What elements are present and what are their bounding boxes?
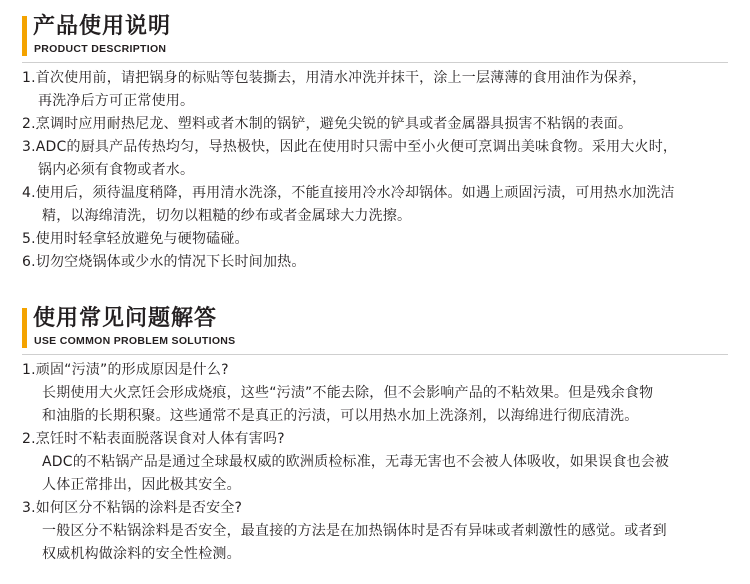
divider bbox=[22, 62, 728, 63]
item-line: 5.使用时轻拿轻放避免与硬物磕碰。 bbox=[22, 231, 249, 247]
item-line: 2.烹调时应用耐热尼龙、塑料或者木制的锅铲，避免尖锐的铲具或者金属器具损害不粘锅的表面。 bbox=[22, 116, 633, 132]
item-line: 6.切勿空烧锅体或少水的情况下长时间加热。 bbox=[22, 254, 306, 270]
item-line: 1.首次使用前，请把锅身的标贴等包装撕去，用清水冲洗并抹干，涂上一层薄薄的食用油作为保养， bbox=[22, 70, 647, 86]
item-line: 精，以海绵清洗，切勿以粗糙的纱布或者金属球大力洗擦。 bbox=[42, 208, 412, 224]
section-title: 使用常见问题解答 bbox=[33, 306, 218, 331]
section-title: 产品使用说明 bbox=[33, 14, 172, 39]
faq-answer-line: ADC的不粘锅产品是通过全球最权威的欧洲质检标准，无毒无害也不会被人体吸收，如果误食也会被 bbox=[42, 454, 670, 470]
faq-answer-line: 人体正常排出，因此极其安全。 bbox=[42, 477, 241, 493]
item-line: 再洗净后方可正常使用。 bbox=[38, 93, 195, 109]
item-line: 3.ADC的厨具产品传热均匀，导热极快，因此在使用时只需中至小火便可烹调出美味食物。采用大火时， bbox=[22, 139, 678, 155]
accent-bar bbox=[22, 16, 27, 56]
faq-answer-line: 一般区分不粘锅涂料是否安全，最直接的方法是在加热锅体时是否有异味或者刺激性的感觉。或者到 bbox=[42, 523, 667, 539]
faq-question: 1.顽固“污渍”的形成原因是什么? bbox=[22, 362, 229, 378]
faq-answer-line: 和油脂的长期积聚。这些通常不是真正的污渍，可以用热水加上洗涤剂，以海绵进行彻底清洗。 bbox=[42, 408, 639, 424]
item-line: 锅内必须有食物或者水。 bbox=[38, 162, 195, 178]
accent-bar bbox=[22, 308, 27, 348]
section-subtitle: PRODUCT DESCRIPTION bbox=[34, 43, 167, 55]
faq-answer-line: 长期使用大火烹饪会形成烧痕，这些“污渍”不能去除，但不会影响产品的不粘效果。但是残余食物 bbox=[42, 385, 654, 401]
faq-answer-line: 权威机构做涂料的安全性检测。 bbox=[42, 546, 241, 562]
faq-question: 3.如何区分不粘锅的涂料是否安全? bbox=[22, 500, 243, 516]
section-subtitle: USE COMMON PROBLEM SOLUTIONS bbox=[34, 335, 236, 347]
divider bbox=[22, 354, 728, 355]
item-line: 4.使用后，须待温度稍降，再用清水洗涤，不能直接用冷水冷却锅体。如遇上顽固污渍，可用热水加洗洁 bbox=[22, 185, 675, 201]
faq-question: 2.烹饪时不粘表面脱落误食对人体有害吗? bbox=[22, 431, 285, 447]
